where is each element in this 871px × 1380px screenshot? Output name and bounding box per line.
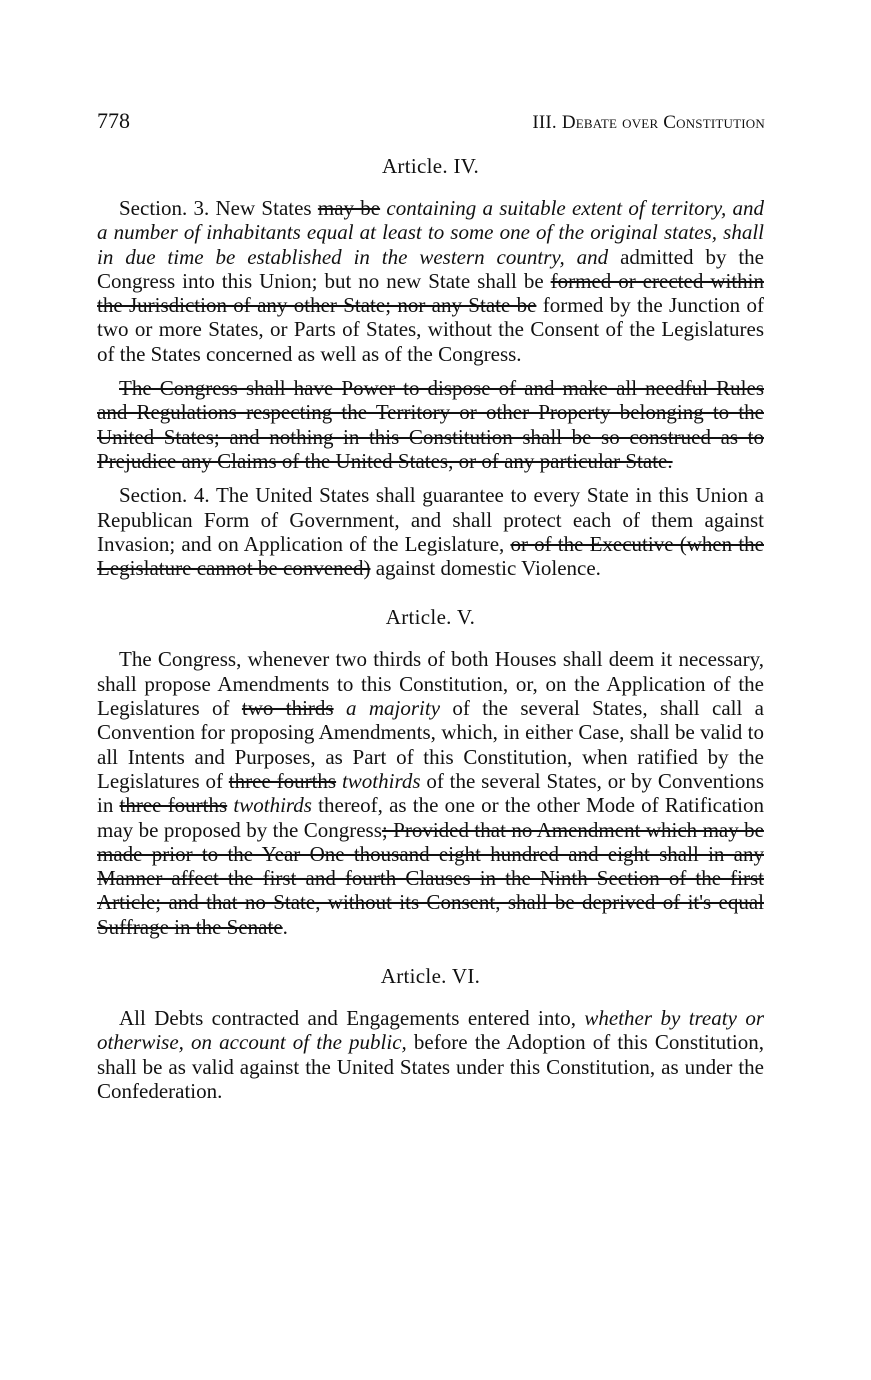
inserted-text: twothirds (233, 793, 312, 818)
text-segment: against domestic Violence. (370, 556, 601, 581)
text-segment: admitted by the Congress into this Union; but no new State shall be (97, 244, 764, 293)
paragraph (97, 1006, 764, 1103)
inserted-text: twothirds (341, 768, 421, 793)
article-heading: Article. IV. (381, 154, 480, 178)
text-segment: before the Adoption of this Constitution, shall be as valid against the United States under this Constitution, as under the Confederation. (97, 1030, 764, 1103)
paragraph (97, 376, 764, 473)
running-head (532, 112, 765, 134)
struck-text: three fourths (228, 768, 337, 793)
running-head-title: Debate over Constitution (561, 112, 765, 133)
text-segment: of the several States, shall call a Convention for proposing Amendments, which, in either Case, shall be valid to all Intents and Purposes, as Part of this Constitution, when ratified by the Legislatures of (97, 696, 765, 793)
struck-text: may be (317, 196, 381, 220)
text-segment: . (282, 914, 288, 939)
inserted-text: containing a suitable extent of territory, and a number of inhabitants equal at least to some one of the original states, shall in due time be established in the western country, and (97, 196, 764, 269)
text-segment: formed by the Junction of two or more States, or Parts of States, without the Consent of the Legislatures of the States concerned as well as of the Congress. (97, 293, 764, 366)
struck-text: three fourths (119, 793, 228, 818)
paragraph (97, 483, 764, 580)
document-body (97, 154, 764, 1103)
paragraph (97, 647, 764, 939)
running-head-prefix: III. (532, 112, 562, 133)
struck-text: or of the Executive (when the Legislature cannot be convened) (97, 531, 764, 581)
text-segment: Section. 4. The United States shall guarantee to every State in this Union a Republican Form of Government, and shall protect each of them against Invasion; and on Application of the Legislature, (97, 483, 764, 556)
article-heading: Article. V. (385, 605, 476, 630)
text-segment: thereof, as the one or the other Mode of Ratification may be proposed by the Congress (97, 793, 764, 842)
struck-text: The Congress shall have Power to dispose of and make all needful Rules and Regulations respecting the Territory or other Property belonging to the United States; and nothing in this Constitution shall be so construed as to Prejudice any Claims of the United States, or of any particular State. (97, 376, 764, 473)
paragraph (97, 196, 764, 366)
text-segment: of the several States, or by Conventions in (97, 768, 765, 818)
text-segment: Section. 3. New States (119, 196, 318, 220)
text-segment (334, 696, 346, 720)
text-segment: The Congress, whenever two thirds of both Houses shall deem it necessary, shall propose Amendments to this Constitution, or, on the Application of the Legislatures of (97, 647, 764, 721)
page-number: 778 (97, 108, 130, 133)
article-heading: Article. VI. (380, 964, 481, 989)
inserted-text: a majority (346, 696, 441, 721)
struck-text: formed or erected within the Jurisdiction of any other State; nor any State be (97, 268, 764, 318)
inserted-text: whether by treaty or otherwise, on account of the public, (97, 1006, 765, 1055)
struck-text: two thirds (241, 696, 334, 721)
text-segment: All Debts contracted and Engagements entered into, (119, 1006, 585, 1031)
struck-text: ; Provided that no Amendment which may be made prior to the Year One thousand eight hundred and eight shall in any Manner affect the first and fourth Clauses in the Ninth Section of the first Article; and that no State, without its Consent, shall be deprived of it's equal Suffrage in the Senate (97, 817, 764, 939)
